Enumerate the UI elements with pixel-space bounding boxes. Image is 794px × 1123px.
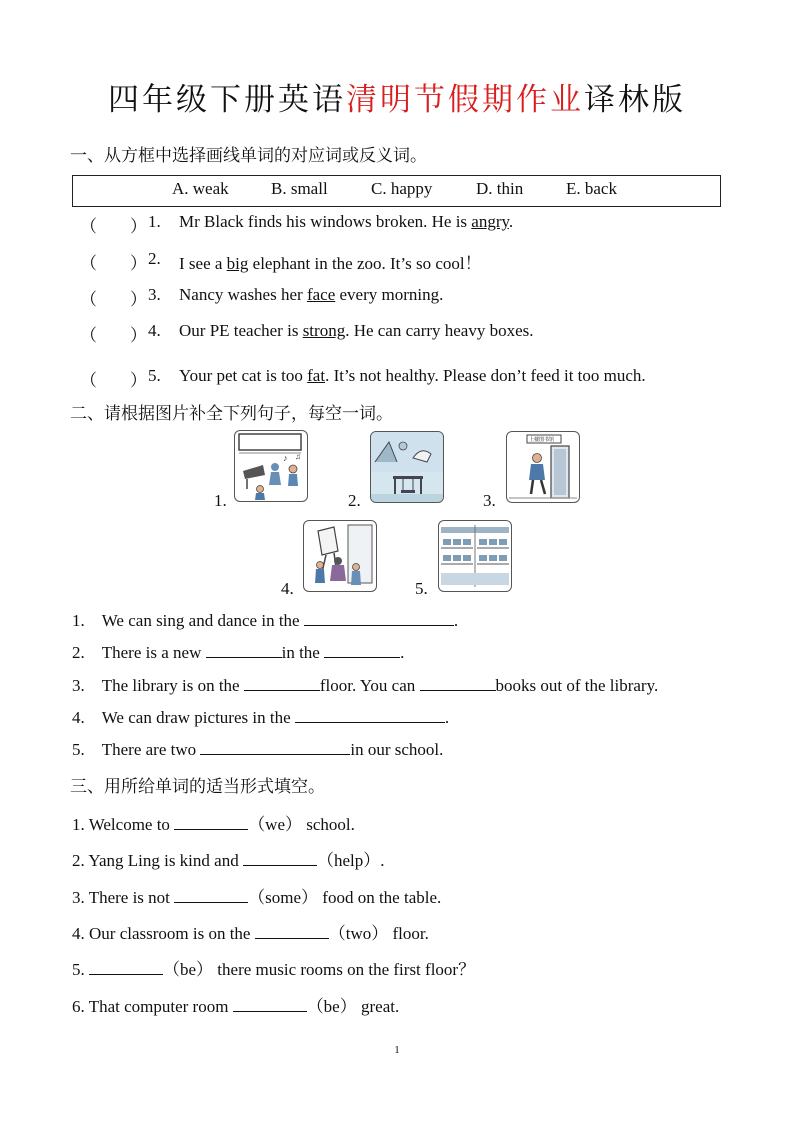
- picture-label-5: 5.: [415, 579, 428, 598]
- picture-label-2: 2.: [348, 491, 361, 510]
- music-room-illustration: [235, 431, 307, 501]
- picture-computer-rooms: [438, 520, 512, 592]
- answer-blank[interactable]: [200, 740, 350, 755]
- answer-blank[interactable]: [89, 960, 163, 975]
- s1-question-4: （ ） 4. Our PE teacher is strong. He can carry heavy boxes.: [80, 321, 534, 345]
- underlined-word: fat: [307, 366, 326, 385]
- picture-playground: [370, 431, 444, 503]
- answer-blank[interactable]: [420, 676, 496, 691]
- svg-text:♪: ♪: [283, 453, 288, 463]
- option-d: D. thin: [476, 179, 524, 198]
- art-room-illustration: [304, 521, 376, 591]
- option-e: E. back: [566, 179, 617, 198]
- s2-sentence-5: 5. There are two in our school.: [72, 740, 444, 759]
- option-a: A. weak: [172, 179, 229, 198]
- answer-blank[interactable]: [174, 815, 248, 830]
- picture-music-room: [234, 430, 308, 502]
- underlined-word: big: [226, 254, 249, 273]
- options-box: [72, 175, 721, 207]
- s1-question-5: （ ） 5. Your pet cat is too fat. It’s not healthy. Please don’t feed it too much.: [80, 366, 646, 390]
- s3-item-5: 5. （be） there music rooms on the first floor？: [72, 960, 476, 979]
- underlined-word: angry: [471, 212, 509, 231]
- answer-blank[interactable]: [324, 643, 400, 658]
- answer-blank[interactable]: [255, 924, 329, 939]
- library-sign: 上楼图书馆: [529, 437, 555, 443]
- page-title: 四年级下册英语清明节假期作业译林版: [108, 82, 686, 118]
- answer-blank[interactable]: [233, 997, 307, 1012]
- underlined-word: face: [306, 285, 336, 304]
- answer-blank[interactable]: [206, 643, 282, 658]
- section3-heading: 三、用所给单词的适当形式填空。: [70, 777, 325, 797]
- s3-item-1: 1. Welcome to （we） school.: [72, 815, 355, 834]
- s2-sentence-1: 1. We can sing and dance in the .: [72, 611, 459, 630]
- option-b: B. small: [271, 179, 328, 198]
- answer-blank[interactable]: [244, 676, 320, 691]
- s2-sentence-2: 2. There is a new in the .: [72, 643, 405, 662]
- answer-blank[interactable]: [174, 888, 248, 903]
- answer-blank[interactable]: [304, 611, 454, 626]
- section1-heading: 一、从方框中选择画线单词的对应词或反义词。: [70, 146, 427, 166]
- s2-sentence-3: 3. The library is on the floor. You can books out of the library.: [72, 676, 659, 695]
- option-c: C. happy: [371, 179, 433, 198]
- picture-label-1: 1.: [214, 491, 227, 510]
- s2-sentence-4: 4. We can draw pictures in the .: [72, 708, 450, 727]
- picture-label-3: 3.: [483, 491, 496, 510]
- answer-blank[interactable]: [295, 708, 445, 723]
- playground-illustration: [371, 432, 443, 502]
- s1-question-3: （ ） 3. Nancy washes her face every morning.: [80, 285, 444, 309]
- section2-heading: 二、请根据图片补全下列句子，每空一词。: [70, 404, 393, 424]
- answer-blank[interactable]: [243, 851, 317, 866]
- picture-art-room: [303, 520, 377, 592]
- s1-question-2: （ ） 2. I see a big elephant in the zoo. It’s so cool！: [80, 249, 482, 273]
- picture-label-4: 4.: [281, 579, 294, 598]
- computer-rooms-illustration: [439, 521, 511, 591]
- s3-item-3: 3. There is not （some） food on the table.: [72, 888, 442, 907]
- svg-text:♫: ♫: [295, 452, 301, 461]
- s3-item-2: 2. Yang Ling is kind and （help）.: [72, 851, 385, 870]
- s1-question-1: （ ） 1. Mr Black finds his windows broken. He is angry.: [80, 212, 514, 236]
- picture-library: [506, 431, 580, 503]
- page-number: 1: [394, 1044, 400, 1056]
- underlined-word: strong: [302, 321, 346, 340]
- s3-item-4: 4. Our classroom is on the （two） floor.: [72, 924, 429, 943]
- s3-item-6: 6. That computer room （be） great.: [72, 997, 400, 1016]
